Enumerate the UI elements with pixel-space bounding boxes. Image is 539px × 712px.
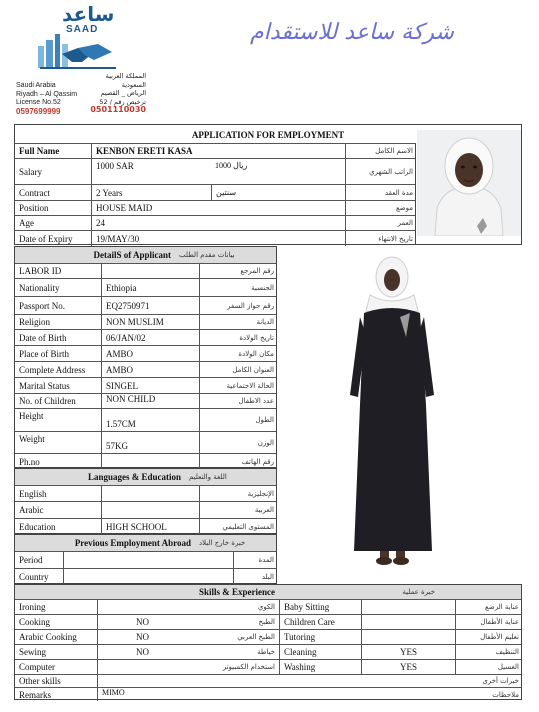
languages-row: English الإنجليزية [15,485,276,501]
company-title-arabic: شركة ساعد للاستقدام [250,20,454,45]
employment-table [14,534,277,584]
languages-section-header: Languages & Education اللغة والتعليم [15,469,276,485]
skills-row: Arabic Cooking NO الطبخ العربي Tutoring تعليم الأطفال [15,629,521,644]
skills-table [14,584,522,700]
portrait-icon [417,130,521,236]
languages-row: Arabic العربية [15,501,276,518]
full-body-icon [340,255,445,567]
skills-row-remarks: Remarks MIMO ملاحظات [15,687,521,701]
applicant-row: Place of Birth AMBO مكان الولادة [15,345,276,361]
application-row-position: Position HOUSE MAID موضع [15,200,415,215]
applicant-section-header: DetailS of Applicant بيانات مقدم الطلب [15,247,276,263]
applicant-row: LABOR ID رقم المرجع [15,263,276,278]
logo-arabic-address: المملكة العربية السعودية الرياض _ القصيم ترخيص رقم / 52 0501110030 [80,72,146,115]
applicant-details-table [14,246,277,468]
skills-row-other: Other skills خبرات أخرى [15,674,521,687]
applicant-row: Height 1.57CM الطول [15,408,276,431]
logo-english-address: Saudi Arabia Riyadh – Al Qassim License No.52 0597699999 [16,82,78,116]
languages-table [14,468,277,534]
applicant-full-body-photo [340,255,445,567]
applicant-row: Date of Birth 06/JAN/02 تاريخ الولادة [15,329,276,345]
company-logo [14,2,146,120]
applicant-row: Marital Status SINGEL الحالة الاجتماعية [15,377,276,393]
applicant-row: Ph.no رقم الهاتف [15,453,276,469]
application-row-age: Age 24 العمر [15,215,415,230]
skills-section-header: Skills & Experience خبرة عملية [15,585,521,599]
logo-phone-left: 0597699999 [16,106,61,116]
employment-section-header: Previous Employment Abroad خبرة خارج البلاد [15,535,276,551]
skills-row: Cooking NO الطبخ Children Care عناية الأطفال [15,614,521,629]
applicant-row: Weight 57KG الوزن [15,431,276,453]
handshake-skyline-icon [32,32,124,72]
application-details [14,143,416,245]
logo-english-text: SAAD [66,24,99,35]
application-row-expiry: Date of Expiry 19/MAY/30 تاريخ الانتهاء [15,230,415,246]
remarks-value: MIMO [97,688,455,701]
logo-phone-right: 0501110030 [90,105,146,115]
languages-row: Education HIGH SCHOOL المستوى التعليمي [15,518,276,535]
skills-row: Ironing الكوي Baby Sitting عناية الرضع [15,599,521,614]
applicant-row: Passport No. EQ2750971 رقم جواز السفر [15,296,276,314]
employment-row: Period المدة [15,551,276,568]
application-row-salary: Salary 1000 SAR ريال 1000 الراتب الشهري [15,158,415,184]
applicant-row: Nationality Ethiopia الجنسية [15,278,276,296]
applicant-row: No. of Children NON CHILD عدد الاطفال [15,393,276,408]
application-title: APPLICATION FOR EMPLOYMENT [191,130,345,140]
application-row-fullname: Full Name KENBON ERETI KASA الاسم الكامل [15,144,415,158]
applicant-row: Religion NON MUSLIM الديانة [15,314,276,329]
applicant-portrait-photo [417,130,521,236]
employment-row: Country البلد [15,568,276,585]
logo-arabic-text: ساعد [62,2,115,26]
skills-row: Sewing NO خياطة Cleaning YES التنظيف [15,644,521,659]
applicant-row: Complete Address AMBO العنوان الكامل [15,361,276,377]
skills-row: Computer استخدام الكمبيوتر Washing YES الغسيل [15,659,521,674]
application-row-contract: Contract 2 Years سنتين مدة العقد [15,184,415,200]
